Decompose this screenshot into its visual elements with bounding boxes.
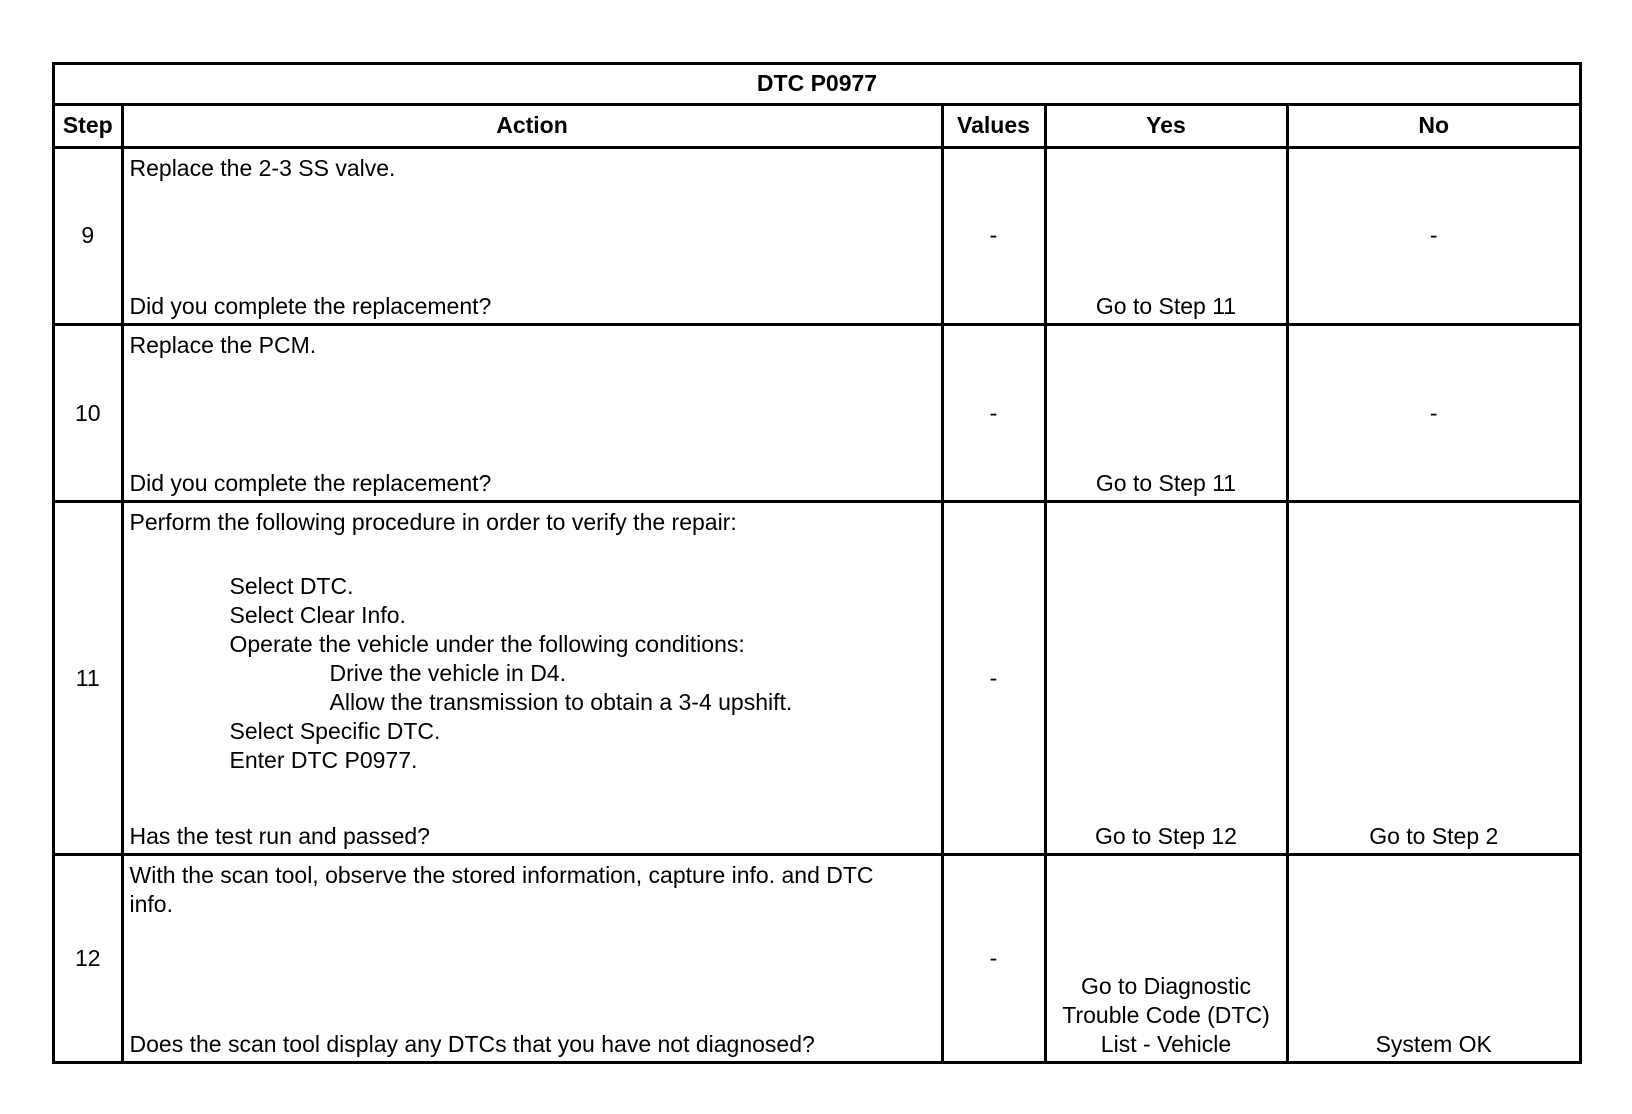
dtc-table-container [52, 62, 1582, 1064]
action-instruction: Replace the PCM. [129, 332, 317, 359]
action-cell [122, 325, 942, 502]
values-cell: - [942, 325, 1045, 502]
table-title-row [55, 65, 1579, 104]
yes-result: Go to Step 12 [1045, 502, 1287, 854]
dtc-table [55, 65, 1579, 1061]
table-title: DTC P0977 [55, 65, 1579, 104]
procedure-substep: Drive the vehicle in D4. [329, 660, 566, 687]
step-number: 9 [55, 147, 122, 324]
procedure-step: Select DTC. [229, 573, 354, 600]
action-instruction: Perform the following procedure in order to verify the repair: [129, 509, 737, 536]
step-number: 11 [55, 502, 122, 854]
values-cell: - [942, 502, 1045, 854]
procedure-step: Operate the vehicle under the following conditions: [229, 631, 745, 658]
procedure-list [130, 572, 935, 775]
procedure-step: Select Specific DTC. [229, 718, 441, 745]
action-question: Did you complete the replacement? [129, 293, 492, 320]
no-result: Go to Step 2 [1287, 502, 1579, 854]
table-header-row [55, 104, 1579, 147]
no-result: - [1287, 147, 1579, 324]
no-result: - [1287, 325, 1579, 502]
column-header-no: No [1287, 104, 1579, 147]
column-header-step: Step [55, 104, 122, 147]
action-instruction-block [130, 503, 935, 775]
values-cell: - [942, 854, 1045, 1061]
no-result: System OK [1287, 854, 1579, 1061]
action-question: Did you complete the replacement? [129, 470, 492, 497]
column-header-yes: Yes [1045, 104, 1287, 147]
procedure-step: Select Clear Info. [229, 602, 406, 629]
yes-result: Go to Diagnostic Trouble Code (DTC) List - Vehicle [1045, 854, 1287, 1061]
table-row [55, 854, 1579, 1061]
column-header-action: Action [122, 104, 942, 147]
table-row [55, 147, 1579, 324]
action-cell [122, 502, 942, 854]
step-number: 12 [55, 854, 122, 1061]
action-instruction: With the scan tool, observe the stored information, capture info. and DTC info. [129, 861, 874, 917]
action-cell [122, 854, 942, 1061]
yes-result: Go to Step 11 [1045, 147, 1287, 324]
procedure-step: Enter DTC P0977. [229, 747, 418, 774]
action-cell [122, 147, 942, 324]
action-question: Does the scan tool display any DTCs that you have not diagnosed? [129, 1031, 815, 1057]
action-question: Has the test run and passed? [129, 822, 430, 849]
column-header-values: Values [942, 104, 1045, 147]
values-cell: - [942, 147, 1045, 324]
procedure-substep: Allow the transmission to obtain a 3-4 upshift. [329, 689, 793, 716]
action-instruction: Replace the 2-3 SS valve. [129, 154, 396, 181]
table-row [55, 502, 1579, 854]
yes-result: Go to Step 11 [1045, 325, 1287, 502]
table-row [55, 325, 1579, 502]
step-number: 10 [55, 325, 122, 502]
